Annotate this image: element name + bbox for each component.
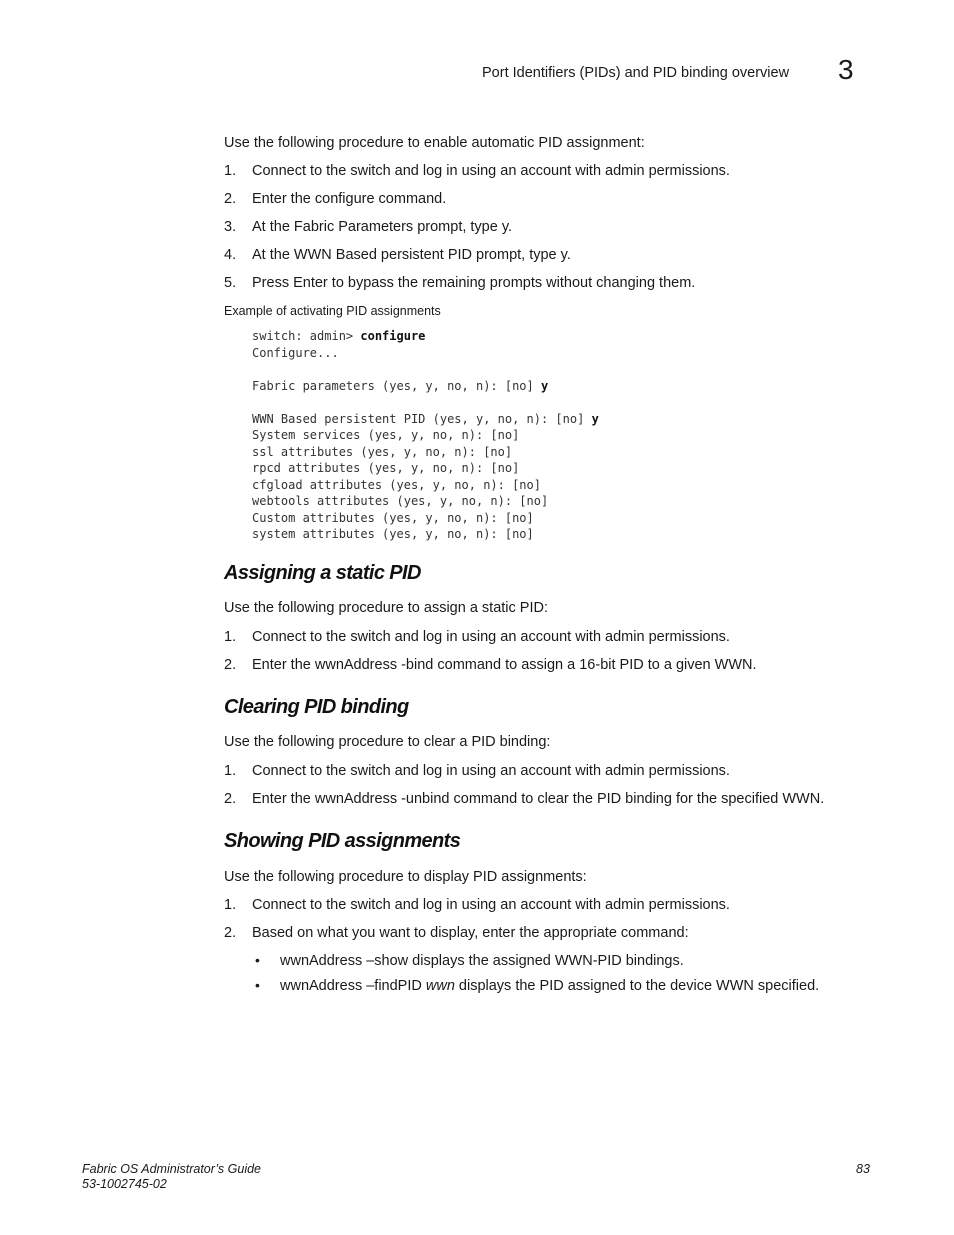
step-text: Based on what you want to display, enter the appropriate command: bbox=[252, 925, 689, 941]
section-heading-clear-pid: Clearing PID binding bbox=[224, 696, 409, 718]
example-caption: Example of activating PID assignments bbox=[224, 304, 441, 318]
command-text: wwnAddress –findPID bbox=[280, 978, 422, 994]
code-line: Configure... bbox=[252, 345, 339, 360]
step-text: Connect to the switch and log in using an account with admin permissions. bbox=[252, 629, 730, 645]
bullet-icon: • bbox=[255, 977, 260, 993]
code-line: WWN Based persistent PID (yes, y, no, n): [no] y bbox=[252, 411, 599, 426]
code-line: System services (yes, y, no, n): [no] bbox=[252, 428, 520, 442]
step-number: 1. bbox=[224, 763, 237, 779]
command-text: Enter bbox=[293, 275, 328, 291]
section-paragraph: Use the following procedure to display PID assignments: bbox=[224, 869, 587, 885]
code-line: Custom attributes (yes, y, no, n): [no] bbox=[252, 510, 534, 525]
intro-paragraph: Use the following procedure to enable automatic PID assignment: bbox=[224, 135, 645, 151]
code-line: switch: admin> configure bbox=[252, 329, 426, 343]
step-number: 1. bbox=[224, 629, 237, 645]
step-number: 1. bbox=[224, 897, 237, 913]
section-heading-show-pid: Showing PID assignments bbox=[224, 830, 461, 852]
code-example bbox=[252, 328, 599, 543]
code-line: system attributes (yes, y, no, n): [no] bbox=[252, 527, 534, 541]
code-line bbox=[252, 394, 599, 411]
section-heading-static-pid: Assigning a static PID bbox=[224, 562, 421, 584]
step-text: At the Fabric Parameters prompt, type y. bbox=[252, 219, 513, 235]
bullet-icon: • bbox=[255, 952, 260, 968]
code-line: webtools attributes (yes, y, no, n): [no] bbox=[252, 494, 549, 508]
section-paragraph: Use the following procedure to assign a static PID: bbox=[224, 600, 548, 616]
bullet-item: wwnAddress –show displays the assigned WWN-PID bindings. bbox=[280, 953, 684, 969]
command-text: configure bbox=[314, 191, 375, 207]
argument-text: wwn bbox=[421, 978, 455, 994]
step-text: Enter the wwnAddress -bind command to assign a 16-bit PID to a given WWN. bbox=[252, 657, 757, 673]
step-text: Connect to the switch and log in using an account with admin permissions. bbox=[252, 163, 730, 179]
step-number: 5. bbox=[224, 275, 237, 291]
section-paragraph: Use the following procedure to clear a PID binding: bbox=[224, 734, 551, 750]
step-text: Press Enter to bypass the remaining prompts without changing them. bbox=[252, 275, 696, 291]
step-number: 2. bbox=[224, 791, 237, 807]
command-text: wwnAddress -bind bbox=[314, 657, 434, 673]
step-number: 2. bbox=[224, 191, 237, 207]
step-number: 1. bbox=[224, 163, 237, 179]
footer-guide-title: Fabric OS Administrator’s Guide bbox=[82, 1162, 261, 1176]
command-text: wwnAddress -unbind bbox=[314, 791, 450, 807]
chapter-number: 3 bbox=[838, 54, 854, 85]
code-line: Fabric parameters (yes, y, no, n): [no] y bbox=[252, 378, 549, 393]
step-text: Connect to the switch and log in using an account with admin permissions. bbox=[252, 763, 730, 779]
footer-page-number: 83 bbox=[856, 1162, 870, 1176]
step-text: At the WWN Based persistent PID prompt, type y. bbox=[252, 247, 571, 263]
code-line: rpcd attributes (yes, y, no, n): [no] bbox=[252, 461, 520, 475]
command-text: wwnAddress –show bbox=[280, 953, 409, 969]
code-line: ssl attributes (yes, y, no, n): [no] bbox=[252, 444, 513, 459]
step-number: 3. bbox=[224, 219, 237, 235]
bullet-item: wwnAddress –findPID wwn displays the PID assigned to the device WWN specified. bbox=[280, 978, 820, 994]
running-header-title: Port Identifiers (PIDs) and PID binding overview bbox=[482, 65, 790, 81]
command-text: WWN Based persistent PID bbox=[293, 247, 472, 263]
code-line: cfgload attributes (yes, y, no, n): [no] bbox=[252, 477, 541, 492]
step-number: 2. bbox=[224, 925, 237, 941]
step-text: Connect to the switch and log in using an account with admin permissions. bbox=[252, 897, 730, 913]
code-line bbox=[252, 361, 599, 378]
step-number: 2. bbox=[224, 657, 237, 673]
step-number: 4. bbox=[224, 247, 237, 263]
footer-doc-id: 53-1002745-02 bbox=[82, 1177, 167, 1191]
command-text: Fabric Parameters bbox=[293, 219, 414, 235]
step-text: Enter the wwnAddress -unbind command to clear the PID binding for the specified WWN. bbox=[252, 791, 825, 807]
step-text: Enter the configure command. bbox=[252, 191, 447, 207]
